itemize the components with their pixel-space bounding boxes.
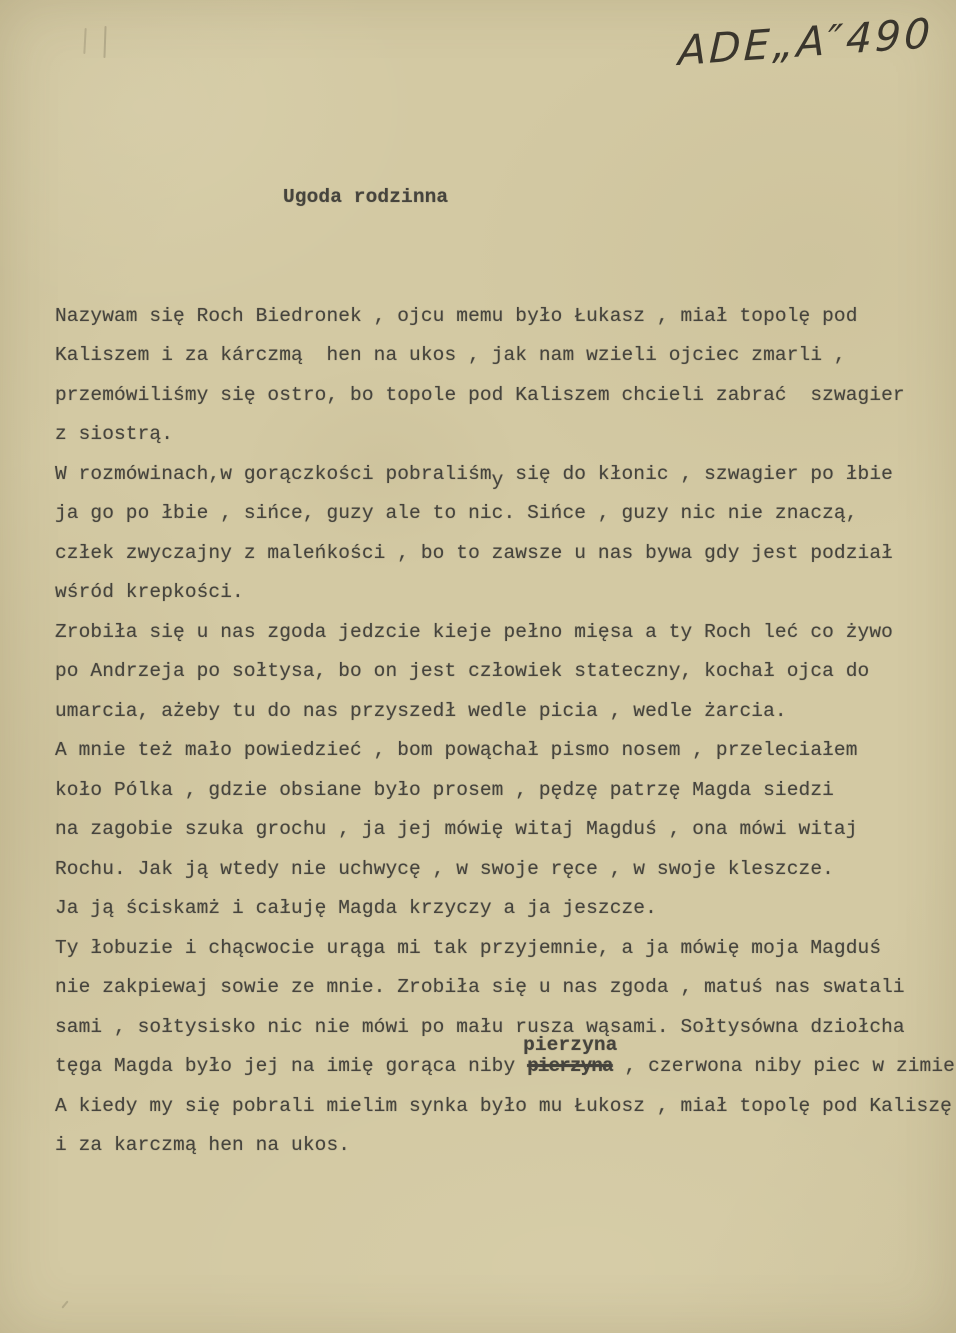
text-segment: tęga Magda było jej na imię gorąca niby — [55, 1055, 528, 1077]
typed-correction: pierzyna — [523, 1034, 618, 1056]
text-segment: ja go po łbie , sińce, guzy ale to nic. Sińce , guzy nic nie znaczą, — [55, 502, 858, 524]
text-line — [55, 613, 956, 653]
handwritten-archive-code: ADE„A″490 — [677, 8, 934, 76]
text-segment: po Andrzeja po sołtysa, bo on jest człowiek stateczny, kochał ojca do — [55, 660, 870, 682]
text-segment: Zrobiła się u nas zgoda jedzcie kieje pełno mięsa a ty Roch leć co żywo — [55, 620, 893, 643]
text-segment: y — [491, 468, 504, 491]
text-line — [55, 1008, 956, 1048]
typewritten-text-block — [55, 99, 956, 1245]
text-line — [55, 534, 956, 574]
text-segment: Ty łobuzie i chącwocie urąga mi tak przyjemnie, a ja mówię moja Magduś — [55, 936, 882, 959]
text-line — [55, 494, 956, 534]
text-line — [55, 1034, 956, 1087]
text-line — [55, 1087, 956, 1127]
text-line — [55, 968, 956, 1008]
text-segment: na zagobie szuka grochu , ja jej mówię witaj Magduś , ona mówi witaj — [55, 818, 858, 840]
text-segment: się do kłonic , szwagier po łbie — [503, 462, 893, 485]
text-line — [55, 455, 956, 495]
text-segment: człek zwyczajny z maleńkości , bo to zawsze u nas bywa gdy jest podział — [55, 541, 893, 564]
text-line — [55, 1126, 956, 1166]
text-segment: nie zakpiewaj sowie ze mnie. Zrobiła się u nas zgoda , matuś nas swatali — [55, 976, 905, 998]
text-line — [55, 376, 956, 416]
text-segment: wśród krepkości. — [55, 581, 244, 603]
text-segment: Rochu. Jak ją wtedy nie uchwycę , w swoje ręce , w swoje kleszcze. — [55, 857, 834, 880]
struck-word: pierzyna — [527, 1055, 613, 1077]
document-title: Ugoda rodzinna — [283, 186, 449, 208]
text-segment: i za karczmą hen na ukos. — [55, 1134, 351, 1156]
text-segment: umarcia, ażeby tu do nas przyszedł wedle picia , wedle żarcia. — [55, 699, 787, 722]
text-segment: A mnie też mało powiedzieć , bom powąchał pismo nosem , przeleciałem — [55, 739, 858, 761]
text-segment: Nazywam się Roch Biedronek , ojcu memu było Łukasz , miał topolę pod — [55, 304, 858, 327]
text-line — [55, 336, 956, 376]
text-lines — [55, 297, 956, 1166]
text-segment: koło Pólka , gdzie obsiane było prosem , pędzę patrzę Magda siedzi — [55, 778, 834, 801]
text-segment: , czerwona niby piec w zimie — [612, 1055, 955, 1077]
text-line — [55, 297, 956, 337]
text-line — [55, 573, 956, 613]
text-segment: Ja ją ściskamż i całuję Magda krzyczy a ja jeszcze. — [55, 897, 657, 919]
pencil-mark — [103, 26, 106, 58]
text-line — [55, 929, 956, 969]
text-segment: A kiedy my się pobrali mielim synka było mu Łukosz , miał topolę pod Kaliszę — [55, 1094, 952, 1117]
text-line — [55, 810, 956, 850]
text-segment: przemówiliśmy się ostro, bo topole pod Kaliszem chcieli zabrać szwagier — [55, 383, 905, 406]
text-segment: z siostrą. — [55, 423, 174, 445]
pencil-mark — [83, 28, 86, 54]
text-segment: W rozmówinach,w gorączkości pobraliśm — [55, 462, 492, 485]
text-segment: sami , sołtysisko nic nie mówi po mału rusza wąsami. Sołtysówna dziołcha — [55, 1015, 905, 1038]
text-line — [55, 652, 956, 692]
text-segment: Kaliszem i za kárczmą hen na ukos , jak nam wzieli ojciec zmarli , — [55, 344, 846, 366]
text-line — [55, 889, 956, 929]
text-line — [55, 415, 956, 455]
text-line — [55, 771, 956, 811]
text-line — [55, 731, 956, 771]
text-line — [55, 692, 956, 732]
text-line — [55, 850, 956, 890]
pencil-mark — [61, 1300, 68, 1308]
